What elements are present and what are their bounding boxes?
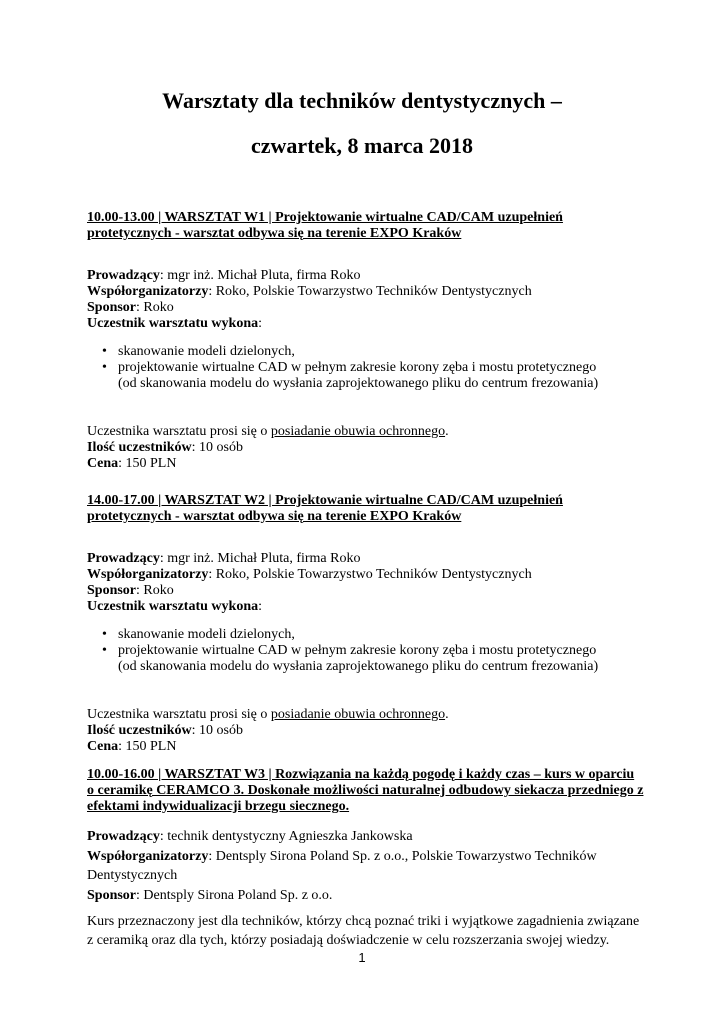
workshop-w1-header-line1: 10.00-13.00 | WARSZTAT W1 | Projektowanie wirtualne CAD/CAM uzupełnień [87, 210, 563, 225]
workshop-w2-participant-heading: Uczestnik warsztatu wykona: [87, 599, 262, 614]
workshop-w3-header-line3: efektami indywidualizacji brzegu siecznego. [87, 799, 350, 814]
list-item: • skanowanie modeli dzielonych, [102, 627, 295, 642]
bullet-icon: • [102, 344, 107, 359]
workshop-w3 [87, 767, 647, 949]
list-item-continuation: (od skanowania modelu do wysłania zaprojektowanego pliku do centrum frezowania) [118, 659, 599, 674]
workshop-w2-coorganizers: Współorganizatorzy: Roko, Polskie Towarzystwo Techników Dentystycznych [87, 567, 532, 582]
workshop-w1-participant-heading: Uczestnik warsztatu wykona: [87, 316, 262, 331]
workshop-w2-participant-count: Ilość uczestników: 10 osób [87, 723, 243, 738]
workshop-w3-coorganizers: Współorganizatorzy: Dentsply Sirona Poland Sp. z o.o., Polskie Towarzystwo Techników [87, 849, 597, 864]
workshop-w1-task-list [87, 344, 647, 392]
page-title-line2: czwartek, 8 marca 2018 [251, 133, 473, 158]
workshop-w1-price: Cena: 150 PLN [87, 456, 177, 471]
workshop-w1-note: Uczestnika warsztatu prosi się o posiadanie obuwia ochronnego. [87, 424, 449, 439]
list-item: • projektowanie wirtualne CAD w pełnym zakresie korony zęba i mostu protetycznego [102, 643, 597, 658]
list-item: • skanowanie modeli dzielonych, [102, 344, 295, 359]
workshop-w1-sponsor: Sponsor: Roko [87, 300, 174, 315]
workshop-w3-sponsor: Sponsor: Dentsply Sirona Poland Sp. z o.o. [87, 888, 333, 903]
workshop-w1-participant-count: Ilość uczestników: 10 osób [87, 440, 243, 455]
workshop-w3-leader: Prowadzący: technik dentystyczny Agnieszka Jankowska [87, 829, 413, 844]
workshop-w2-header-line1: 14.00-17.00 | WARSZTAT W2 | Projektowanie wirtualne CAD/CAM uzupełnień [87, 493, 563, 508]
workshop-w2-sponsor: Sponsor: Roko [87, 583, 174, 598]
workshop-w2-note: Uczestnika warsztatu prosi się o posiadanie obuwia ochronnego. [87, 707, 449, 722]
workshop-w2 [87, 493, 647, 755]
workshop-w2-price: Cena: 150 PLN [87, 739, 177, 754]
page-title-line1: Warsztaty dla techników dentystycznych – [162, 88, 562, 113]
list-item: • projektowanie wirtualne CAD w pełnym zakresie korony zęba i mostu protetycznego [102, 360, 597, 375]
workshop-w1-coorganizers: Współorganizatorzy: Roko, Polskie Towarzystwo Techników Dentystycznych [87, 284, 532, 299]
workshop-w3-description-line1: Kurs przeznaczony jest dla techników, którzy chcą poznać triki i wyjątkowe zagadnienia związane [87, 914, 640, 929]
workshop-w1 [87, 210, 647, 472]
bullet-icon: • [102, 360, 107, 375]
page-number: 1 [358, 950, 366, 965]
protective-footwear-note: posiadanie obuwia ochronnego [270, 424, 446, 439]
workshop-w3-header-line1: 10.00-16.00 | WARSZTAT W3 | Rozwiązania na każdą pogodę i każdy czas – kurs w oparciu [87, 767, 635, 782]
workshop-w3-description-line2: z ceramiką oraz dla tych, którzy posiadają doświadczenie w celu rozszerzania swojej wiedzy. [87, 933, 610, 948]
workshop-w2-task-list [87, 627, 647, 675]
bullet-icon: • [102, 643, 107, 658]
workshop-w2-header-line2: protetycznych - warsztat odbywa się na terenie EXPO Kraków [87, 509, 462, 524]
bullet-icon: • [102, 627, 107, 642]
workshop-w2-leader: Prowadzący: mgr inż. Michał Pluta, firma Roko [87, 551, 361, 566]
protective-footwear-note: posiadanie obuwia ochronnego [270, 707, 446, 722]
workshop-w3-header-line2: o ceramikę CERAMCO 3. Doskonałe możliwości naturalnej odbudowy siekacza przedniego z [87, 783, 644, 798]
workshop-w1-leader: Prowadzący: mgr inż. Michał Pluta, firma Roko [87, 268, 361, 283]
list-item-continuation: (od skanowania modelu do wysłania zaprojektowanego pliku do centrum frezowania) [118, 376, 599, 391]
workshop-w1-header-line2: protetycznych - warsztat odbywa się na terenie EXPO Kraków [87, 226, 462, 241]
workshop-w3-coorganizers-cont: Dentystycznych [87, 868, 178, 883]
